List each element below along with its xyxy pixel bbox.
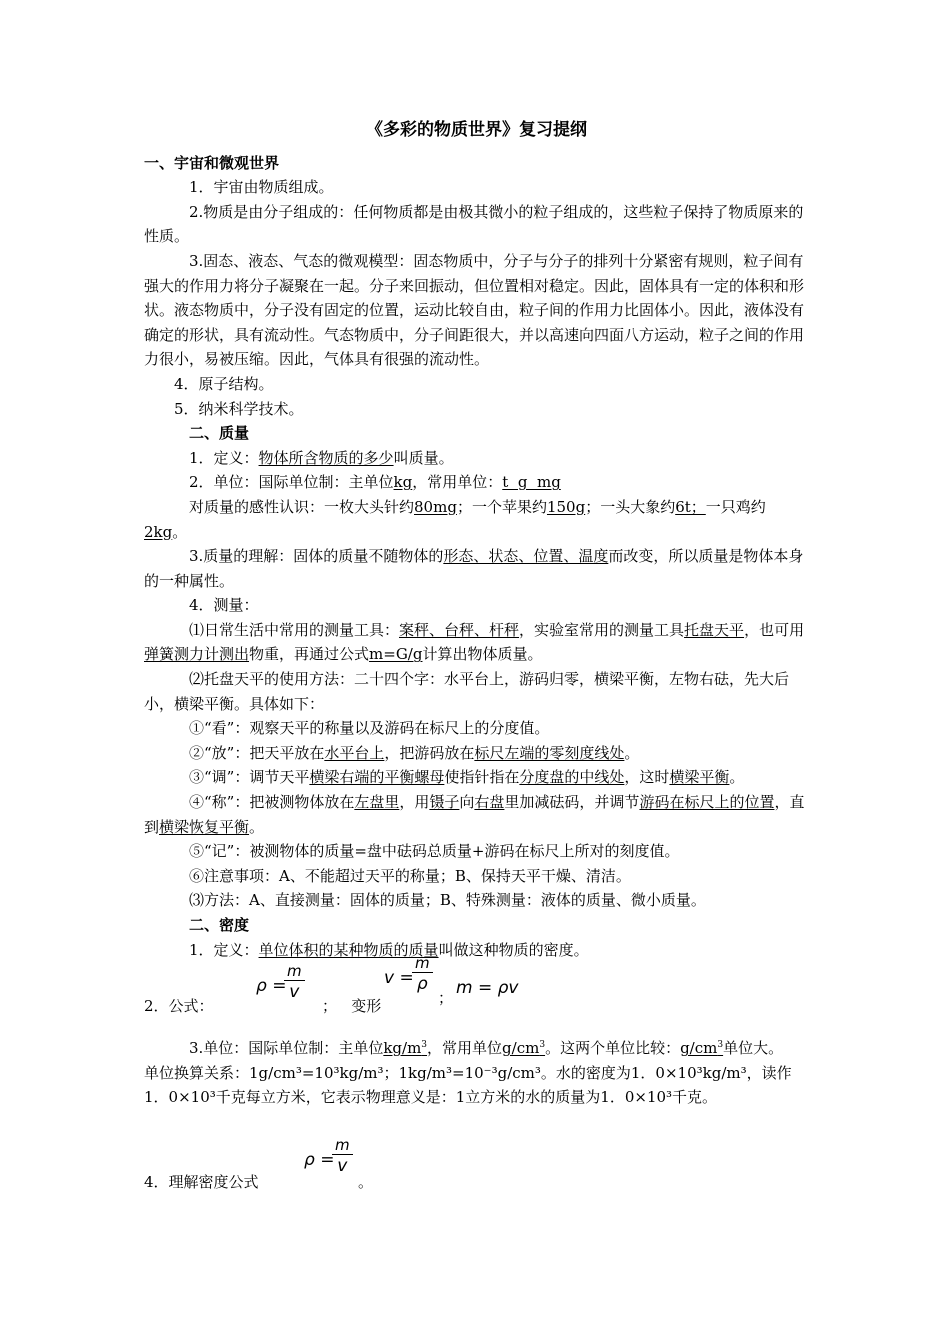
numerator: m <box>412 954 433 973</box>
section-heading-mass: 二、质量 <box>189 424 250 443</box>
text: 1．定义： <box>189 448 259 467</box>
text: ③“调”：调节天平 <box>189 768 310 787</box>
denominator: ρ <box>416 974 428 995</box>
text: ；一个苹果约 <box>456 497 547 516</box>
density-formula <box>144 954 809 1024</box>
section-heading-density: 二、密度 <box>189 916 250 934</box>
text: ④“称”：把被测物体放在 <box>189 793 355 812</box>
text: 。这两个单位比较： <box>545 1039 681 1058</box>
mass-definition <box>144 446 809 471</box>
text: 而改变，所以质量是物体本身的一种属性。 <box>144 547 804 590</box>
underlined-term: 80mg <box>414 497 457 516</box>
text: 3.质量的理解：固体的质量不随物体的 <box>189 547 444 566</box>
text: ，实验室常用的测量工具 <box>519 620 685 639</box>
measurement-methods: ⑶方法：A、直接测量：固体的质量；B、特殊测量：液体的质量、微小质量。 <box>189 891 706 910</box>
text: 叫质量。 <box>393 448 454 467</box>
underlined-term: 右盘 <box>474 793 505 812</box>
step-look: ①“看”：观察天平的称量以及游码在标尺上的分度值。 <box>189 719 550 738</box>
underlined-term: 左盘里 <box>354 793 400 812</box>
underlined-term: 弹簧测力计测出 <box>144 645 250 664</box>
underlined-term: 6t； <box>675 497 706 516</box>
underlined-term: kg <box>393 473 413 492</box>
paragraph: 1．宇宙由物质组成。 <box>189 178 334 197</box>
paragraph: 5．纳米科学技术。 <box>174 399 304 418</box>
text: 向 <box>459 793 475 812</box>
underlined-term: 游码在标尺上的位置 <box>639 793 775 812</box>
text: 一只鸡约 <box>705 497 766 516</box>
text: 单位大。 <box>723 1039 784 1058</box>
underlined-term: 150g <box>546 497 586 516</box>
density-formula-understanding <box>144 1135 809 1200</box>
mass-sense <box>144 495 809 544</box>
underlined-term: 单位体积的某种物质的质量 <box>258 940 439 959</box>
formula-label: 4．理解密度公式 <box>144 1172 259 1191</box>
underlined-term: 案秤、台秤、杆秤 <box>399 620 520 639</box>
underlined-term: 横梁右端的平衡螺母 <box>309 768 445 787</box>
text: ⑴日常生活中常用的测量工具： <box>189 620 400 639</box>
document-body <box>144 118 809 1200</box>
text: ；一头大象约 <box>585 497 676 516</box>
step-weigh <box>144 790 809 839</box>
underlined-term: 2kg <box>144 522 173 541</box>
step-place <box>144 741 809 766</box>
text: 。 <box>624 743 640 762</box>
text: 对质量的感性认识：一枚大头针约 <box>189 497 415 516</box>
numerator: m <box>332 1136 353 1155</box>
formula-end: 。 <box>358 1172 374 1191</box>
underlined-term: 水平台上 <box>324 743 385 762</box>
text: 。 <box>729 768 745 787</box>
underlined-term: $g/cm^3$ <box>680 1039 724 1058</box>
underlined-term: 形态、状态、位置、温度 <box>443 547 609 566</box>
underlined-term: m=G/g <box>369 645 423 664</box>
unit-text: kg/m <box>383 1039 422 1058</box>
density-unit <box>144 1036 809 1061</box>
mass-understanding <box>144 544 809 593</box>
formula-separator: ； 变形 <box>322 997 382 1016</box>
text: 计算出物体质量。 <box>422 645 543 664</box>
text: ，直到 <box>144 793 805 836</box>
denominator: v <box>289 982 300 1003</box>
unit-text: g/cm <box>680 1039 718 1058</box>
underlined-term: 横梁恢复平衡 <box>159 817 250 836</box>
underlined-term: 镊子 <box>429 793 460 812</box>
step-record: ⑤“记”：被测物体的质量=盘中砝码总质量+游码在标尺上所对的刻度值。 <box>189 842 680 861</box>
text: 1．定义： <box>189 940 259 959</box>
formula-m: m = ρv <box>456 978 519 999</box>
underlined-term: $kg/m^3$ <box>383 1039 428 1058</box>
text: 。 <box>249 817 265 836</box>
measurement-heading: 4．测量： <box>189 596 259 615</box>
section-heading-universe: 一、宇宙和微观世界 <box>144 153 280 172</box>
text: 。 <box>172 522 188 541</box>
text: ，用 <box>399 793 430 812</box>
paragraph: 4．原子结构。 <box>174 374 274 393</box>
paragraph: 3.固态、液态、气态的微观模型：固态物质中，分子与分子的排列十分紧密有规则，粒子间有强大的作用力将分子凝聚在一起。分子来回振动，但位置相对稳定。因此，固体具有一定的体积和形状。液态物质中，分子没有固定的位置，运动比较自由，粒子间的作用力比固体小。因此，液体没有确定的形状，具有流动性。气态物质中，分子间距很大，并以高速向四面八方运动，粒子之间的作用力很小，易被压缩。因此，气体具有很强的流动性。 <box>144 251 805 369</box>
text: 2．单位：国际单位制：主单位 <box>189 473 394 492</box>
underlined-term: t g mg <box>502 473 561 492</box>
unit-conversion: 单位换算关系：1g/cm³=10³kg/m³；1kg/m³=10⁻³g/cm³。水的密度为1．0×10³kg/m³，读作1．0×10³千克每立方米，它表示物理意义是：1立方米的水的质量为1．0×10³千克。 <box>144 1063 792 1107</box>
formula-rho: ρ = <box>256 976 287 997</box>
formula-semicolon: ； <box>438 989 454 1008</box>
fraction-m-over-v <box>284 962 305 1003</box>
denominator: v <box>337 1155 348 1176</box>
text: 3.单位：国际单位制：主单位 <box>189 1039 384 1058</box>
underlined-term: 横梁平衡 <box>669 768 730 787</box>
text: 使指针指在 <box>444 768 520 787</box>
text: 物重，再通过公式 <box>249 645 370 664</box>
underlined-term: 物体所含物质的多少 <box>258 448 394 467</box>
mass-unit <box>144 470 809 495</box>
formula-label: 2．公式： <box>144 997 214 1016</box>
underlined-term: $g/cm^3$ <box>502 1039 546 1058</box>
underlined-term: 托盘天平 <box>684 620 745 639</box>
fraction-m-over-rho <box>412 954 433 995</box>
text: ，常用单位 <box>427 1039 503 1058</box>
step-notes: ⑥注意事项：A、不能超过天平的称量；B、保持天平干燥、清洁。 <box>189 866 631 885</box>
text: ②“放”：把天平放在 <box>189 743 325 762</box>
underlined-term: 分度盘的中线处 <box>519 768 625 787</box>
underlined-term: 标尺左端的零刻度线处 <box>474 743 625 762</box>
text: 里加减砝码，并调节 <box>504 793 640 812</box>
numerator: m <box>284 962 305 981</box>
measurement-tools <box>144 618 809 667</box>
text: ，把游码放在 <box>384 743 475 762</box>
formula-rho: ρ = <box>304 1149 335 1170</box>
balance-usage: ⑵托盘天平的使用方法：二十四个字：水平台上，游码归零，横梁平衡，左物右砝，先大后小，横梁平衡。具体如下： <box>144 670 790 713</box>
formula-v: v = <box>384 968 414 989</box>
text: ，常用单位： <box>412 473 503 492</box>
text: ，也可用 <box>744 620 805 639</box>
unit-text: g/cm <box>502 1039 540 1058</box>
text: ，这时 <box>624 768 670 787</box>
step-adjust <box>144 765 809 790</box>
fraction-m-over-v <box>332 1136 353 1177</box>
density-definition <box>144 938 809 963</box>
paragraph: 2.物质是由分子组成的：任何物质都是由极其微小的粒子组成的，这些粒子保持了物质原来的性质。 <box>144 202 804 246</box>
page-title: 《多彩的物质世界》复习提纲 <box>366 120 587 140</box>
text: 叫做这种物质的密度。 <box>438 940 589 959</box>
